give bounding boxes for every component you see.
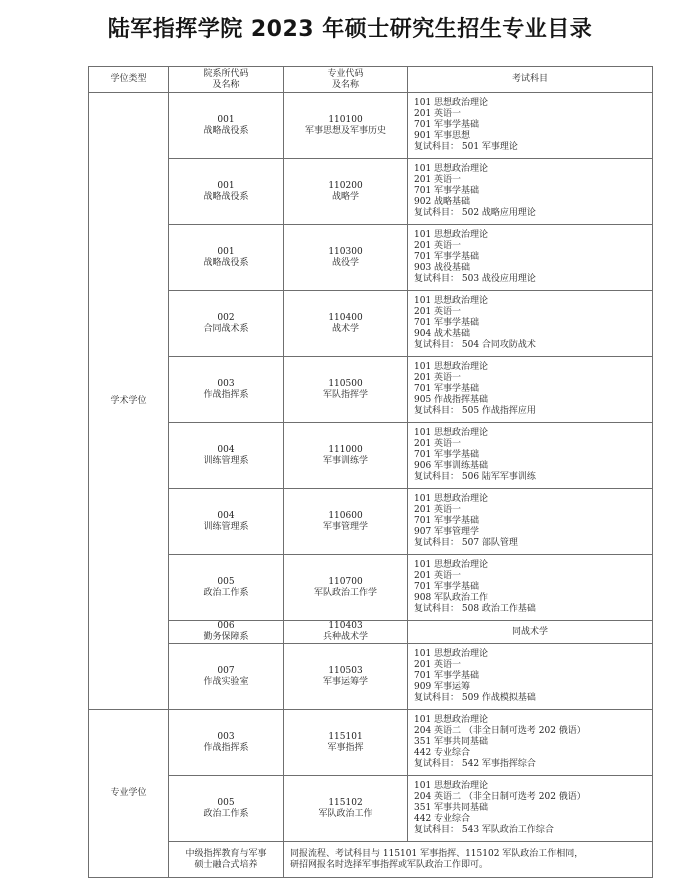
exam-subject-line: 904 战术基础 xyxy=(414,329,471,339)
dept-name: 战略战役系 xyxy=(203,191,249,202)
special-program-note xyxy=(284,842,653,878)
exam-subjects-cell xyxy=(408,357,653,423)
dept-cell xyxy=(169,710,284,776)
exam-subject-line: 701 军事学基础 xyxy=(414,582,480,592)
dept-cell xyxy=(169,621,284,644)
major-code: 115102 xyxy=(328,797,363,808)
exam-subject-line: 909 军事运筹 xyxy=(414,682,471,692)
major-name: 军队政治工作 xyxy=(318,808,373,819)
special-program-name xyxy=(169,842,284,878)
dept-name: 勤务保障系 xyxy=(203,632,249,642)
exam-subject-line: 复试科目： 543 军队政治工作综合 xyxy=(414,825,554,835)
table-row xyxy=(89,644,653,710)
dept-code: 007 xyxy=(217,665,235,676)
major-name: 军事管理学 xyxy=(322,521,368,532)
exam-subject-line: 101 思想政治理论 xyxy=(414,494,489,504)
dept-cell xyxy=(169,489,284,555)
exam-subject-line: 701 军事学基础 xyxy=(414,671,480,681)
dept-name: 政治工作系 xyxy=(203,808,249,819)
major-cell xyxy=(284,710,408,776)
major-name: 军队指挥学 xyxy=(322,389,368,400)
dept-code: 003 xyxy=(217,731,235,742)
exam-subjects-cell xyxy=(408,291,653,357)
exam-subjects-cell xyxy=(408,555,653,621)
table-body xyxy=(89,93,653,878)
major-cell xyxy=(284,291,408,357)
major-cell xyxy=(284,225,408,291)
table-row xyxy=(89,291,653,357)
table-header-row xyxy=(89,67,653,93)
dept-name: 训练管理系 xyxy=(203,521,249,532)
degree-type-cell: 学术学位 xyxy=(89,93,169,710)
table-row xyxy=(89,93,653,159)
exam-subject-line: 201 英语一 xyxy=(414,109,462,119)
exam-subject-line: 101 思想政治理论 xyxy=(414,164,489,174)
program-catalog-table xyxy=(88,66,653,878)
exam-subject-line: 201 英语一 xyxy=(414,241,462,251)
header-major-line: 及名称 xyxy=(331,79,359,90)
table-row xyxy=(89,225,653,291)
major-name: 战役学 xyxy=(331,257,359,268)
table-row xyxy=(89,776,653,842)
dept-code: 001 xyxy=(217,114,235,125)
exam-subject-line: 复试科目： 542 军事指挥综合 xyxy=(414,759,536,769)
exam-subject-line: 201 英语一 xyxy=(414,373,462,383)
exam-subject-line: 复试科目： 504 合同攻防战术 xyxy=(414,340,536,350)
exam-subject-line: 902 战略基础 xyxy=(414,197,471,207)
major-cell xyxy=(284,159,408,225)
dept-code: 005 xyxy=(217,576,235,587)
header-major xyxy=(284,67,408,93)
table-row xyxy=(89,357,653,423)
dept-cell xyxy=(169,423,284,489)
major-name: 军事指挥 xyxy=(327,742,364,753)
header-dept xyxy=(169,67,284,93)
exam-subject-line: 906 军事训练基础 xyxy=(414,461,489,471)
major-name: 军事训练学 xyxy=(322,455,368,466)
exam-subject-line: 204 英语二 （非全日制可选考 202 俄语） xyxy=(414,726,586,736)
exam-subject-line: 901 军事思想 xyxy=(414,131,471,141)
exam-subject-line: 复试科目： 506 陆军军事训练 xyxy=(414,472,536,482)
special-note-line: 研招网报名时选择军事指挥或军队政治工作即可。 xyxy=(290,859,489,870)
major-code: 110100 xyxy=(328,114,363,125)
exam-subject-line: 101 思想政治理论 xyxy=(414,428,489,438)
exam-subject-line: 201 英语一 xyxy=(414,307,462,317)
dept-name: 战略战役系 xyxy=(203,257,249,268)
table-row xyxy=(89,555,653,621)
dept-code: 002 xyxy=(217,312,235,323)
header-dept-line: 及名称 xyxy=(212,79,240,90)
exam-subject-line: 复试科目： 508 政治工作基础 xyxy=(414,604,536,614)
exam-subject-line: 复试科目： 502 战略应用理论 xyxy=(414,208,536,218)
exam-subject-line: 351 军事共同基础 xyxy=(414,737,489,747)
major-cell xyxy=(284,357,408,423)
major-cell xyxy=(284,776,408,842)
special-program-row xyxy=(89,842,653,878)
dept-name: 政治工作系 xyxy=(203,587,249,598)
exam-subject-line: 复试科目： 507 部队管理 xyxy=(414,538,518,548)
major-code: 110403 xyxy=(328,621,363,631)
exam-subjects-cell xyxy=(408,644,653,710)
exam-subject-line: 201 英语一 xyxy=(414,439,462,449)
major-code: 110600 xyxy=(328,510,363,521)
exam-subject-line: 701 军事学基础 xyxy=(414,450,480,460)
exam-subject-line: 908 军队政治工作 xyxy=(414,593,489,603)
exam-subject-line: 701 军事学基础 xyxy=(414,384,480,394)
special-name-line: 中级指挥教育与军事 xyxy=(185,848,267,859)
major-cell xyxy=(284,644,408,710)
special-name-line: 硕士融合式培养 xyxy=(194,859,258,870)
major-name: 军队政治工作学 xyxy=(313,587,377,598)
exam-subject-line: 204 英语二 （非全日制可选考 202 俄语） xyxy=(414,792,586,802)
exam-subject-line: 复试科目： 501 军事理论 xyxy=(414,142,518,152)
exam-subject-line: 701 军事学基础 xyxy=(414,252,480,262)
dept-code: 006 xyxy=(217,621,235,631)
table-row xyxy=(89,621,653,644)
major-name: 军事思想及军事历史 xyxy=(304,125,386,136)
exam-subjects-cell xyxy=(408,159,653,225)
exam-subject-line: 351 军事共同基础 xyxy=(414,803,489,813)
dept-code: 001 xyxy=(217,180,235,191)
dept-cell xyxy=(169,291,284,357)
major-code: 110500 xyxy=(328,378,363,389)
exam-subject-line: 442 专业综合 xyxy=(414,748,471,758)
exam-subjects-cell xyxy=(408,776,653,842)
exam-subject-line: 905 作战指挥基础 xyxy=(414,395,489,405)
exam-subject-line: 101 思想政治理论 xyxy=(414,649,489,659)
table-row xyxy=(89,159,653,225)
major-cell xyxy=(284,93,408,159)
exam-subjects-cell xyxy=(408,489,653,555)
exam-subjects-cell xyxy=(408,423,653,489)
major-name: 军事运筹学 xyxy=(322,676,368,687)
major-code: 111000 xyxy=(328,444,363,455)
major-name: 战略学 xyxy=(331,191,359,202)
major-cell xyxy=(284,555,408,621)
exam-subject-line: 701 军事学基础 xyxy=(414,120,480,130)
page-title: 陆军指挥学院 2023 年硕士研究生招生专业目录 xyxy=(107,17,593,42)
dept-name: 合同战术系 xyxy=(203,323,249,334)
exam-subjects-cell xyxy=(408,93,653,159)
major-name: 战术学 xyxy=(331,323,359,334)
major-code: 110400 xyxy=(328,312,363,323)
exam-subject-line: 101 思想政治理论 xyxy=(414,715,489,725)
exam-subjects-cell xyxy=(408,710,653,776)
exam-subject-line: 201 英语一 xyxy=(414,660,462,670)
exam-subject-line: 903 战役基础 xyxy=(414,263,471,273)
exam-subject-line: 复试科目： 509 作战模拟基础 xyxy=(414,693,536,703)
dept-cell xyxy=(169,776,284,842)
major-cell xyxy=(284,489,408,555)
exam-subject-line: 101 思想政治理论 xyxy=(414,362,489,372)
dept-code: 001 xyxy=(217,246,235,257)
table-row xyxy=(89,489,653,555)
dept-cell xyxy=(169,93,284,159)
exam-subject-line: 101 思想政治理论 xyxy=(414,560,489,570)
dept-name: 作战实验室 xyxy=(203,676,249,687)
special-note-line: 同报流程、考试科目与 115101 军事指挥、115102 军队政治工作相同， xyxy=(290,848,584,859)
table-row xyxy=(89,710,653,776)
exam-subject-line: 复试科目： 503 战役应用理论 xyxy=(414,274,536,284)
exam-subject-line: 201 英语一 xyxy=(414,571,462,581)
major-code: 110300 xyxy=(328,246,363,257)
major-name: 兵种战术学 xyxy=(322,632,368,642)
exam-subject-line: 101 思想政治理论 xyxy=(414,98,489,108)
exam-subject-line: 101 思想政治理论 xyxy=(414,230,489,240)
dept-code: 004 xyxy=(217,510,235,521)
table-row xyxy=(89,423,653,489)
dept-code: 004 xyxy=(217,444,235,455)
major-cell xyxy=(284,621,408,644)
exam-subject-line: 442 专业综合 xyxy=(414,814,471,824)
major-code: 115101 xyxy=(328,731,363,742)
dept-code: 003 xyxy=(217,378,235,389)
dept-cell xyxy=(169,159,284,225)
exam-subject-line: 201 英语一 xyxy=(414,505,462,515)
dept-name: 战略战役系 xyxy=(203,125,249,136)
major-code: 110503 xyxy=(328,665,363,676)
exam-note-cell: 同战术学 xyxy=(408,621,653,644)
header-major-line: 专业代码 xyxy=(327,68,364,79)
dept-code: 005 xyxy=(217,797,235,808)
dept-cell xyxy=(169,644,284,710)
exam-subject-line: 201 英语一 xyxy=(414,175,462,185)
header-dept-line: 院系所代码 xyxy=(203,68,249,79)
exam-subject-line: 101 思想政治理论 xyxy=(414,781,489,791)
exam-subject-line: 701 军事学基础 xyxy=(414,186,480,196)
dept-name: 作战指挥系 xyxy=(203,389,249,400)
dept-cell xyxy=(169,357,284,423)
exam-subject-line: 101 思想政治理论 xyxy=(414,296,489,306)
dept-name: 作战指挥系 xyxy=(203,742,249,753)
dept-cell xyxy=(169,555,284,621)
major-code: 110200 xyxy=(328,180,363,191)
major-code: 110700 xyxy=(328,576,363,587)
major-cell xyxy=(284,423,408,489)
degree-type-cell: 专业学位 xyxy=(89,710,169,878)
exam-subjects-cell xyxy=(408,225,653,291)
header-degree-type: 学位类型 xyxy=(89,67,169,93)
exam-subject-line: 701 军事学基础 xyxy=(414,516,480,526)
exam-subject-line: 907 军事管理学 xyxy=(414,527,480,537)
exam-subject-line: 701 军事学基础 xyxy=(414,318,480,328)
exam-subject-line: 复试科目： 505 作战指挥应用 xyxy=(414,406,536,416)
dept-cell xyxy=(169,225,284,291)
header-exam: 考试科目 xyxy=(408,67,653,93)
dept-name: 训练管理系 xyxy=(203,455,249,466)
